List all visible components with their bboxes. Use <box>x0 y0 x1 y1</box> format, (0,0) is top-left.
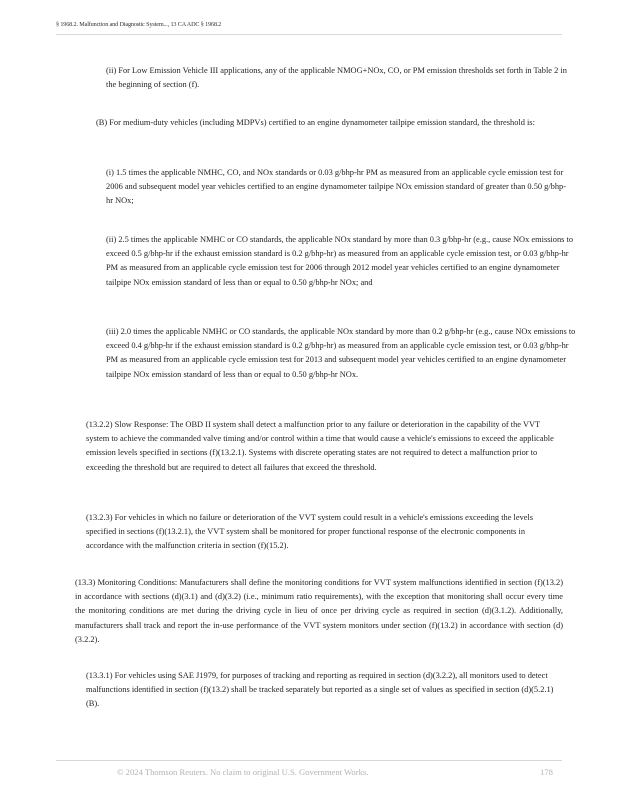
paragraph-13-2-3: (13.2.3) For vehicles in which no failure or deterioration of the VVT system could result in a vehicle's emissions exceeding the levels specified in sections (f)(13.2.1), the VVT system shall be monitored for proper functional response of the electronic components in accordance with the malfunction criteria in section (f)(15.2). <box>86 513 534 551</box>
paragraph-ii-lev3: (ii) For Low Emission Vehicle III applications, any of the applicable NMOG+NOx, CO, or PM emission thresholds set forth in Table 2 in the beginning of section (f). <box>106 66 567 90</box>
paragraph-13-2-2: (13.2.2) Slow Response: The OBD II system shall detect a malfunction prior to any failure or deterioration in the capability of the VVT system to achieve the commanded valve timing and/or control within a time that would cause a vehicle's emissions to exceed the applicable emission levels specified in sections (f)(13.2.1). Systems with discrete operating states are not required to detect a malfunction prior to exceeding the threshold but are required to detect all failures that exceed the threshold. <box>86 420 554 472</box>
footer-copyright: © 2024 Thomson Reuters. No claim to original U.S. Government Works. <box>117 767 369 777</box>
paragraph-iii-2-0-times: (iii) 2.0 times the applicable NMHC or CO standards, the applicable NOx standard by more than 0.2 g/bhp-hr (e.g., cause NOx emissions to exceed 0.4 g/bhp-hr if the exhaust emission standard is 0.2 g/bhp-hr) as measured from an applicable cycle emission test, or 0.03 g/bhp-hr PM as measured from an applicable cycle emission test for 2013 and subsequent model year vehicles certified to an engine dynamometer tailpipe NOx emission standard of less than or equal to 0.50 g/bhp-hr NOx. <box>106 327 576 379</box>
paragraph-i-1-5-times: (i) 1.5 times the applicable NMHC, CO, and NOx standards or 0.03 g/bhp-hr PM as measured from an applicable cycle emission test for 2006 and subsequent model year vehicles certified to an engine dynamometer tailpipe NOx emission standard of greater than 0.50 g/bhp-hr NOx; <box>106 168 567 206</box>
paragraph-b-medium-duty: (B) For medium-duty vehicles (including MDPVs) certified to an engine dynamometer tailpipe emission standard, the threshold is: <box>96 118 535 127</box>
footer-divider <box>56 760 562 761</box>
paragraph-13-3-1: (13.3.1) For vehicles using SAE J1979, for purposes of tracking and reporting as required in section (d)(3.2.2), all monitors used to detect malfunctions identified in section (f)(13.2) shall be tracked separately but reported as a single set of values as specified in section (d)(5.2.1)(B). <box>86 671 554 709</box>
running-header-citation: § 1968.2. Malfunction and Diagnostic System..., 13 CA ADC § 1968.2 <box>56 21 222 28</box>
page-number: 178 <box>540 767 553 777</box>
header-divider <box>56 34 562 35</box>
paragraph-13-3: (13.3) Monitoring Conditions: Manufacturers shall define the monitoring conditions for VVT system malfunctions identified in section (f)(13.2) in accordance with sections (d)(3.1) and (d)(3.2) (i.e., minimum ratio requirements), with the exception that monitoring shall occur every time the monitoring conditions are met during the driving cycle in lieu of once per driving cycle as required in section (d)(3.1.2). Additionally, manufacturers shall track and report the in-use performance of the VVT system monitors under section (f)(13.2) in accordance with section (d)(3.2.2). <box>75 578 563 644</box>
paragraph-ii-2-5-times: (ii) 2.5 times the applicable NMHC or CO standards, the applicable NOx standard by more than 0.3 g/bhp-hr (e.g., cause NOx emissions to exceed 0.5 g/bhp-hr if the exhaust emission standard is 0.2 g/bhp-hr) as measured from an applicable cycle emission test, or 0.03 g/bhp-hr PM as measured from an applicable cycle emission test for 2006 through 2012 model year vehicles certified to an engine dynamometer tailpipe NOx emission standard of less than or equal to 0.50 g/bhp-hr NOx; and <box>106 235 574 287</box>
